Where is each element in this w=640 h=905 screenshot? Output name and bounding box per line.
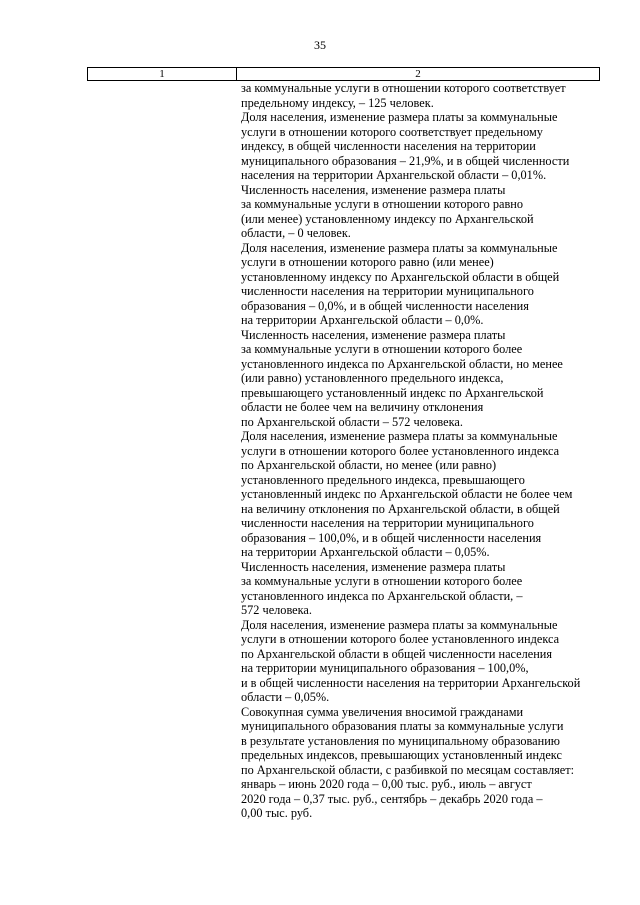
text-line: установленный индекс по Архангельской области не более чем	[241, 487, 573, 501]
text-line: образования – 100,0%, и в общей численности населения	[241, 530, 542, 545]
text-line: на величину отклонения по Архангельской области, в общей	[241, 501, 560, 516]
text-line: услуги в отношении которого равно (или менее)	[241, 255, 494, 269]
text-line: Доля населения, изменение размера платы за коммунальные	[241, 429, 558, 443]
text-line: за коммунальные услуги в отношении которого соответствует	[241, 81, 566, 95]
text-line: по Архангельской области – 572 человека.	[241, 414, 463, 429]
text-line: 2020 года – 0,37 тыс. руб., сентябрь – декабрь 2020 года –	[241, 791, 543, 806]
text-line: на территории Архангельской области – 0,05%.	[241, 545, 490, 559]
text-line: Доля населения, изменение размера платы за коммунальные	[241, 617, 558, 632]
text-line: 0,00 тыс. руб.	[241, 806, 313, 820]
text-line: на территории Архангельской области – 0,0%.	[241, 313, 484, 327]
text-line: области, – 0 человек.	[241, 226, 351, 240]
text-line: на территории муниципального образования – 100,0%,	[241, 661, 529, 675]
text-line: (или равно) установленного предельного индекса,	[241, 371, 504, 385]
text-line: установленного индекса по Архангельской области, но менее	[241, 356, 563, 371]
text-line: Доля населения, изменение размера платы за коммунальные	[241, 110, 558, 124]
text-line: за коммунальные услуги в отношении которого более	[241, 574, 523, 588]
text-line: за коммунальные услуги в отношении которого равно	[241, 197, 524, 211]
text-line: населения на территории Архангельской области – 0,01%.	[241, 168, 547, 182]
text-line: Совокупная сумма увеличения вносимой гражданами	[241, 704, 524, 719]
text-line: услуги в отношении которого более установленного индекса	[241, 632, 560, 646]
text-line: Численность населения, изменение размера платы	[241, 559, 506, 574]
table-header	[87, 67, 600, 81]
column-1-number: 1	[88, 68, 237, 81]
text-line: 572 человека.	[241, 603, 312, 617]
text-line: Численность населения, изменение размера платы	[241, 182, 506, 197]
text-line: предельному индексу, – 125 человек.	[241, 95, 434, 110]
text-line: муниципального образования – 21,9%, и в общей численности	[241, 153, 570, 168]
text-line: и в общей численности населения на территории Архангельской	[241, 675, 581, 690]
text-line: численности населения на территории муниципального	[241, 284, 534, 298]
text-line: услуги в отношении которого более установленного индекса	[241, 443, 560, 458]
text-line: муниципального образования платы за коммунальные услуги	[241, 719, 564, 733]
text-line: индексу, в общей численности населения на территории	[241, 139, 536, 153]
text-line: по Архангельской области, с разбивкой по месяцам составляет:	[241, 762, 574, 777]
text-line: численности населения на территории муниципального	[241, 516, 534, 530]
text-line: (или менее) установленному индексу по Архангельской	[241, 211, 534, 226]
text-line: образования – 0,0%, и в общей численности населения	[241, 298, 529, 313]
page-number: 35	[314, 38, 326, 52]
text-line: услуги в отношении которого соответствует предельному	[241, 124, 543, 139]
text-line: области не более чем на величину отклонения	[241, 400, 484, 414]
text-line: предельных индексов, превышающих установленный индекс	[241, 748, 562, 762]
text-line: в результате установления по муниципальному образованию	[241, 733, 560, 748]
text-line: превышающего установленный индекс по Архангельской	[241, 385, 544, 400]
text-line: установленному индексу по Архангельской области в общей	[241, 269, 560, 284]
table-header-row	[88, 68, 600, 81]
text-line: Доля населения, изменение размера платы за коммунальные	[241, 240, 558, 255]
text-line: установленного индекса по Архангельской области, –	[241, 588, 523, 603]
text-line: за коммунальные услуги в отношении которого более	[241, 342, 523, 356]
text-line: Численность населения, изменение размера платы	[241, 327, 506, 342]
column-2-number: 2	[237, 68, 600, 81]
text-line: январь – июнь 2020 года – 0,00 тыс. руб., июль – август	[241, 777, 532, 791]
text-line: установленного предельного индекса, превышающего	[241, 472, 525, 487]
text-line: области – 0,05%.	[241, 690, 330, 704]
text-line: по Архангельской области, но менее (или равно)	[241, 458, 497, 472]
text-line: по Архангельской области в общей численности населения	[241, 646, 553, 661]
column-2-text	[241, 81, 601, 821]
